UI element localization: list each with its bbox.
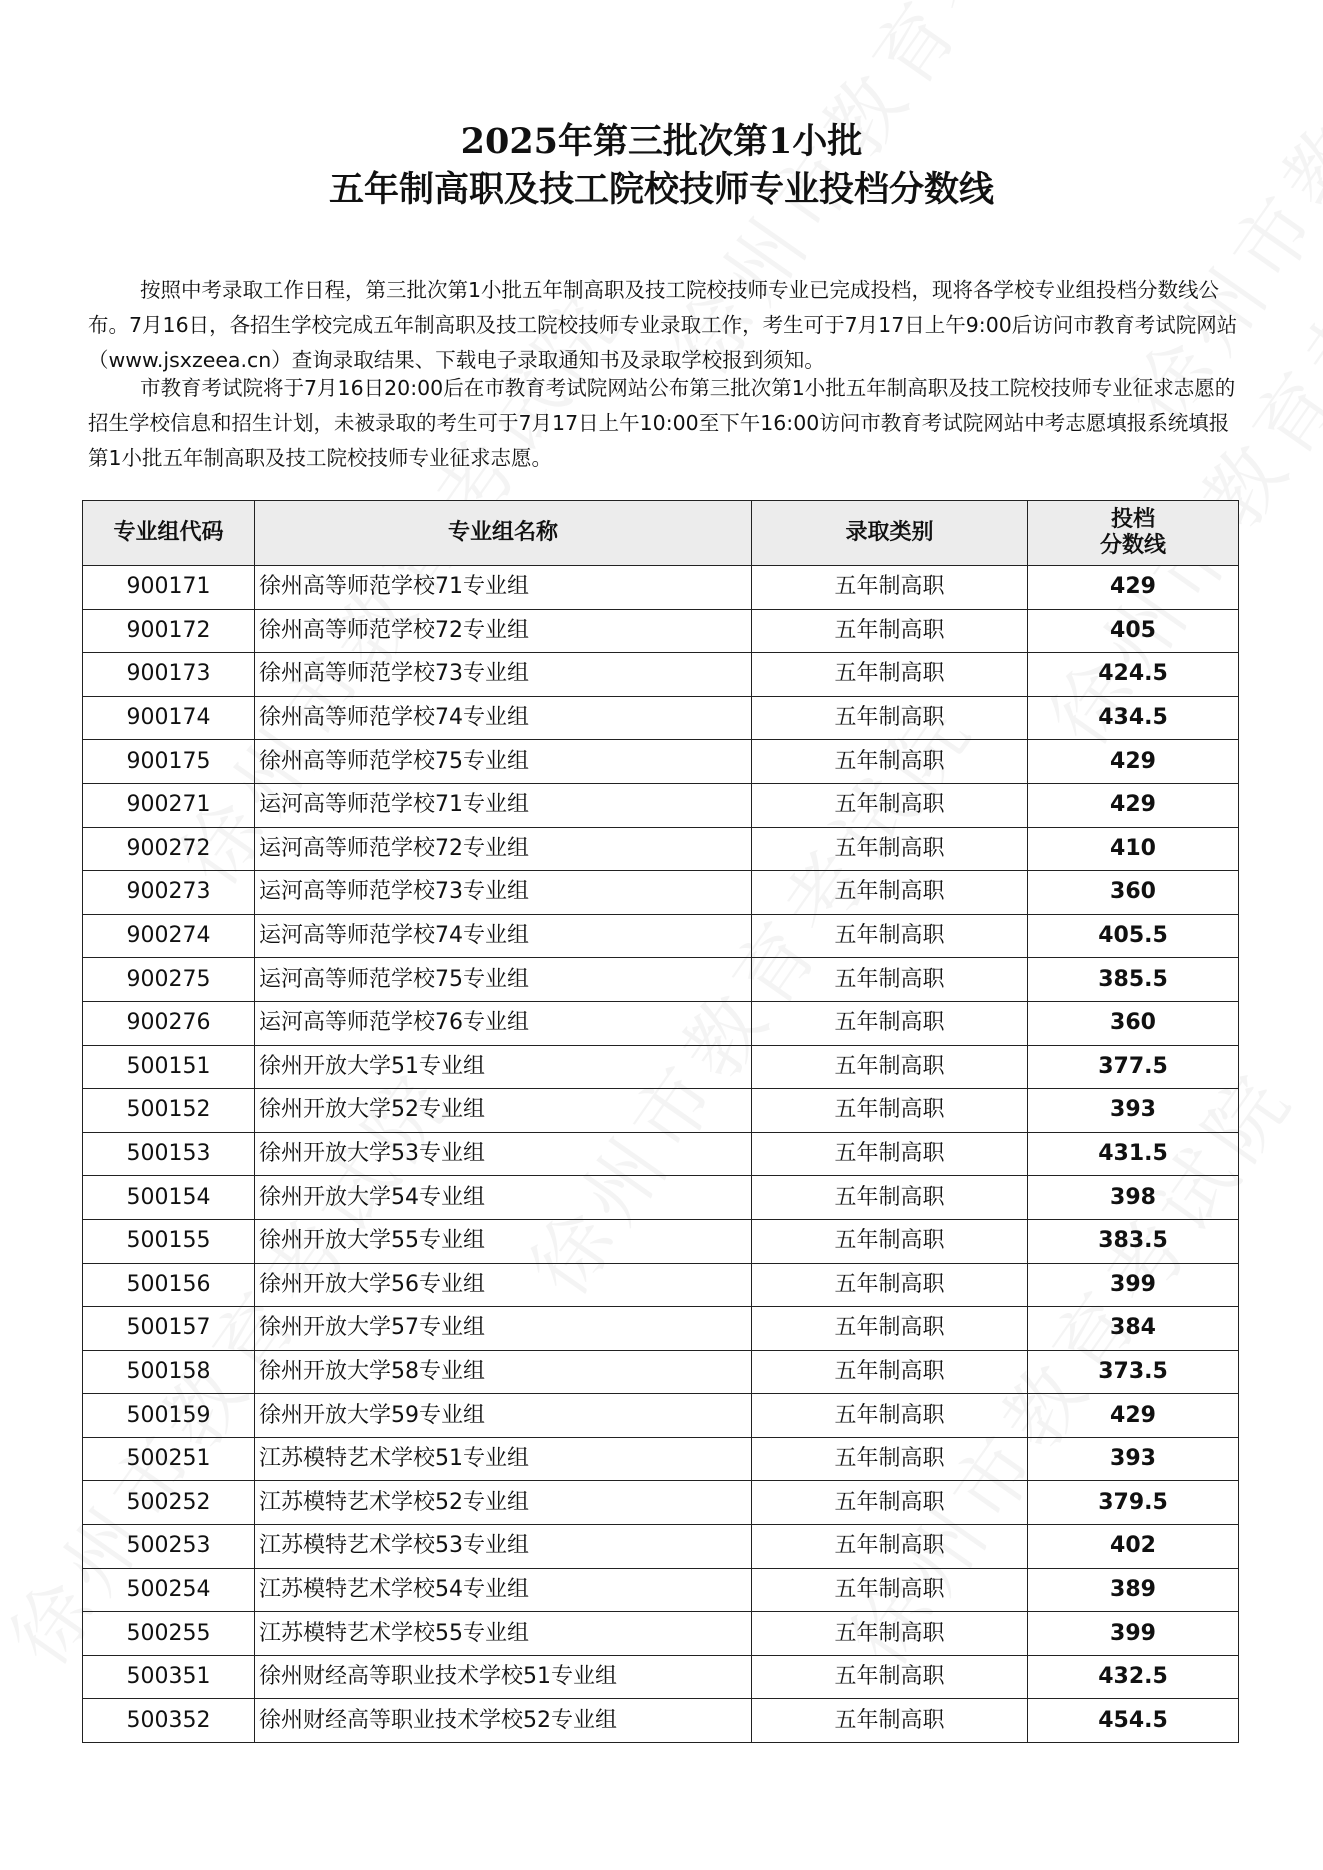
row-name: 徐州高等师范学校71专业组 <box>255 566 752 610</box>
row-category: 五年制高职 <box>752 1263 1028 1307</box>
row-code: 500154 <box>83 1176 255 1220</box>
table-row <box>83 1481 1239 1525</box>
row-code: 900173 <box>83 653 255 697</box>
row-score: 389 <box>1028 1568 1239 1612</box>
page-title <box>0 118 1323 214</box>
row-name: 运河高等师范学校73专业组 <box>255 871 752 915</box>
row-category: 五年制高职 <box>752 1045 1028 1089</box>
row-code: 500351 <box>83 1655 255 1699</box>
table-row <box>83 1612 1239 1656</box>
row-score: 405 <box>1028 609 1239 653</box>
row-score: 393 <box>1028 1089 1239 1133</box>
row-category: 五年制高职 <box>752 783 1028 827</box>
header-category: 录取类别 <box>752 501 1028 566</box>
row-name: 徐州开放大学55专业组 <box>255 1219 752 1263</box>
row-category: 五年制高职 <box>752 1001 1028 1045</box>
row-category: 五年制高职 <box>752 1089 1028 1133</box>
row-name: 徐州开放大学58专业组 <box>255 1350 752 1394</box>
row-score: 424.5 <box>1028 653 1239 697</box>
row-code: 500155 <box>83 1219 255 1263</box>
table-row <box>83 1350 1239 1394</box>
row-code: 500251 <box>83 1437 255 1481</box>
intro-paragraph-1: 按照中考录取工作日程，第三批次第1小批五年制高职及技工院校技师专业已完成投档，现将各学校专业组投档分数线公布。7月16日，各招生学校完成五年制高职及技工院校技师专业录取工作，考生可于7月17日上午9:00后访问市教育考试院网站（www.jsxzeea.cn）查询录取结果、下载电子录取通知书及录取学校报到须知。 <box>88 278 1238 372</box>
table-row <box>83 1089 1239 1133</box>
row-code: 500252 <box>83 1481 255 1525</box>
table-row <box>83 696 1239 740</box>
row-name: 徐州财经高等职业技术学校52专业组 <box>255 1699 752 1743</box>
table-row <box>83 609 1239 653</box>
row-score: 379.5 <box>1028 1481 1239 1525</box>
table-row <box>83 1219 1239 1263</box>
table-row <box>83 1699 1239 1743</box>
row-score: 373.5 <box>1028 1350 1239 1394</box>
table-row <box>83 1045 1239 1089</box>
row-score: 360 <box>1028 1001 1239 1045</box>
row-score: 454.5 <box>1028 1699 1239 1743</box>
row-code: 500156 <box>83 1263 255 1307</box>
row-code: 500158 <box>83 1350 255 1394</box>
intro-paragraph-2: 市教育考试院将于7月16日20:00后在市教育考试院网站公布第三批次第1小批五年制高职及技工院校技师专业征求志愿的招生学校信息和招生计划，未被录取的考生可于7月17日上午10:00至下午16:00访问市教育考试院网站中考志愿填报系统填报第1小批五年制高职及技工院校技师专业征求志愿。 <box>88 376 1236 470</box>
row-category: 五年制高职 <box>752 1219 1028 1263</box>
row-code: 900175 <box>83 740 255 784</box>
row-score: 399 <box>1028 1612 1239 1656</box>
row-name: 运河高等师范学校71专业组 <box>255 783 752 827</box>
row-category: 五年制高职 <box>752 1481 1028 1525</box>
row-code: 500254 <box>83 1568 255 1612</box>
row-category: 五年制高职 <box>752 1525 1028 1569</box>
row-category: 五年制高职 <box>752 1176 1028 1220</box>
row-name: 运河高等师范学校76专业组 <box>255 1001 752 1045</box>
row-code: 500152 <box>83 1089 255 1133</box>
row-code: 900275 <box>83 958 255 1002</box>
row-score: 434.5 <box>1028 696 1239 740</box>
row-score: 429 <box>1028 566 1239 610</box>
header-name: 专业组名称 <box>255 501 752 566</box>
table-row <box>83 1437 1239 1481</box>
row-category: 五年制高职 <box>752 609 1028 653</box>
row-code: 500255 <box>83 1612 255 1656</box>
table-header-row <box>83 501 1239 566</box>
header-score-line-1: 投档 <box>1110 507 1155 532</box>
row-category: 五年制高职 <box>752 958 1028 1002</box>
row-category: 五年制高职 <box>752 914 1028 958</box>
row-score: 393 <box>1028 1437 1239 1481</box>
row-code: 900271 <box>83 783 255 827</box>
table-row <box>83 783 1239 827</box>
row-category: 五年制高职 <box>752 1568 1028 1612</box>
row-score: 432.5 <box>1028 1655 1239 1699</box>
row-name: 徐州高等师范学校73专业组 <box>255 653 752 697</box>
row-code: 900272 <box>83 827 255 871</box>
row-score: 431.5 <box>1028 1132 1239 1176</box>
row-name: 江苏模特艺术学校52专业组 <box>255 1481 752 1525</box>
row-name: 徐州财经高等职业技术学校51专业组 <box>255 1655 752 1699</box>
row-score: 385.5 <box>1028 958 1239 1002</box>
table-row <box>83 566 1239 610</box>
row-score: 398 <box>1028 1176 1239 1220</box>
table-row <box>83 653 1239 697</box>
row-name: 运河高等师范学校74专业组 <box>255 914 752 958</box>
row-code: 900273 <box>83 871 255 915</box>
table-row <box>83 740 1239 784</box>
header-score <box>1028 501 1239 566</box>
row-code: 900174 <box>83 696 255 740</box>
table-row <box>83 1568 1239 1612</box>
row-name: 徐州开放大学57专业组 <box>255 1307 752 1351</box>
row-name: 徐州开放大学54专业组 <box>255 1176 752 1220</box>
row-category: 五年制高职 <box>752 1394 1028 1438</box>
row-score: 399 <box>1028 1263 1239 1307</box>
row-category: 五年制高职 <box>752 566 1028 610</box>
header-code: 专业组代码 <box>83 501 255 566</box>
row-category: 五年制高职 <box>752 696 1028 740</box>
row-code: 900171 <box>83 566 255 610</box>
row-category: 五年制高职 <box>752 1350 1028 1394</box>
table-row <box>83 1001 1239 1045</box>
row-category: 五年制高职 <box>752 653 1028 697</box>
title-line-1: 2025年第三批次第1小批 <box>460 121 863 162</box>
row-category: 五年制高职 <box>752 1612 1028 1656</box>
table-row <box>83 1307 1239 1351</box>
row-category: 五年制高职 <box>752 871 1028 915</box>
row-score: 360 <box>1028 871 1239 915</box>
row-code: 500153 <box>83 1132 255 1176</box>
table-row <box>83 914 1239 958</box>
score-table <box>82 500 1239 1743</box>
table-row <box>83 871 1239 915</box>
row-name: 徐州高等师范学校75专业组 <box>255 740 752 784</box>
title-line-2: 五年制高职及技工院校技师专业投档分数线 <box>328 169 994 210</box>
row-category: 五年制高职 <box>752 1307 1028 1351</box>
row-score: 429 <box>1028 1394 1239 1438</box>
row-name: 徐州开放大学51专业组 <box>255 1045 752 1089</box>
row-code: 500352 <box>83 1699 255 1743</box>
row-code: 900172 <box>83 609 255 653</box>
row-name: 徐州开放大学52专业组 <box>255 1089 752 1133</box>
row-category: 五年制高职 <box>752 1699 1028 1743</box>
row-name: 徐州高等师范学校74专业组 <box>255 696 752 740</box>
table-row <box>83 827 1239 871</box>
row-name: 江苏模特艺术学校54专业组 <box>255 1568 752 1612</box>
row-code: 500253 <box>83 1525 255 1569</box>
row-category: 五年制高职 <box>752 1437 1028 1481</box>
table-row <box>83 1176 1239 1220</box>
row-score: 410 <box>1028 827 1239 871</box>
table-row <box>83 1394 1239 1438</box>
header-score-line-2: 分数线 <box>1099 533 1166 558</box>
row-category: 五年制高职 <box>752 1655 1028 1699</box>
row-score: 377.5 <box>1028 1045 1239 1089</box>
row-code: 900274 <box>83 914 255 958</box>
row-score: 383.5 <box>1028 1219 1239 1263</box>
row-name: 徐州开放大学53专业组 <box>255 1132 752 1176</box>
table-row <box>83 1263 1239 1307</box>
row-category: 五年制高职 <box>752 1132 1028 1176</box>
table-row <box>83 1655 1239 1699</box>
row-category: 五年制高职 <box>752 827 1028 871</box>
row-code: 500151 <box>83 1045 255 1089</box>
row-name: 江苏模特艺术学校51专业组 <box>255 1437 752 1481</box>
table-row <box>83 958 1239 1002</box>
row-name: 运河高等师范学校75专业组 <box>255 958 752 1002</box>
row-score: 429 <box>1028 740 1239 784</box>
row-name: 江苏模特艺术学校55专业组 <box>255 1612 752 1656</box>
row-name: 运河高等师范学校72专业组 <box>255 827 752 871</box>
table-row <box>83 1132 1239 1176</box>
table-row <box>83 1525 1239 1569</box>
row-category: 五年制高职 <box>752 740 1028 784</box>
table-body <box>83 566 1239 1743</box>
row-code: 500159 <box>83 1394 255 1438</box>
row-code: 900276 <box>83 1001 255 1045</box>
row-name: 徐州开放大学59专业组 <box>255 1394 752 1438</box>
row-name: 徐州高等师范学校72专业组 <box>255 609 752 653</box>
row-name: 江苏模特艺术学校53专业组 <box>255 1525 752 1569</box>
row-code: 500157 <box>83 1307 255 1351</box>
row-score: 405.5 <box>1028 914 1239 958</box>
row-score: 402 <box>1028 1525 1239 1569</box>
row-score: 429 <box>1028 783 1239 827</box>
row-score: 384 <box>1028 1307 1239 1351</box>
row-name: 徐州开放大学56专业组 <box>255 1263 752 1307</box>
